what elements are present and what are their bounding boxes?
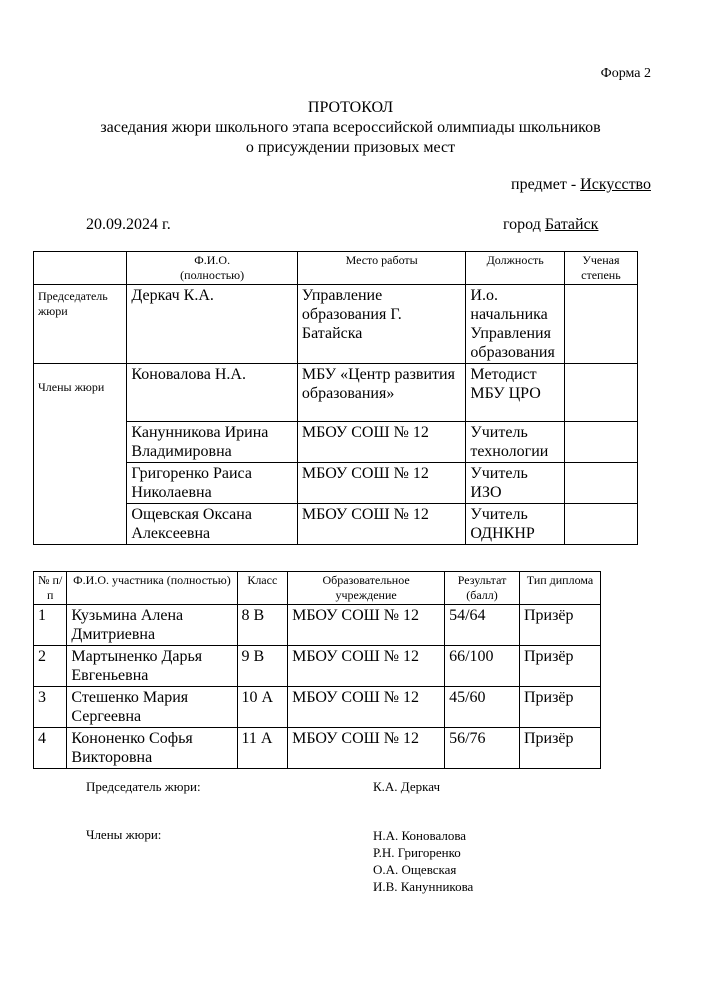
participant-class: 11 А <box>237 728 288 769</box>
jury-member-position: Методист МБУ ЦРО <box>466 364 564 422</box>
member-signature-name: Н.А. Коновалова <box>373 828 467 843</box>
participant-diploma: Призёр <box>519 646 600 687</box>
members-signature-list <box>373 827 473 895</box>
participant-num: 4 <box>34 728 67 769</box>
participant-row <box>34 646 601 687</box>
participant-result: 45/60 <box>445 687 520 728</box>
jury-member-name: Коновалова Н.А. <box>127 364 298 422</box>
participant-school: МБОУ СОШ № 12 <box>288 728 445 769</box>
participant-name: Стешенко Мария Сергеевна <box>67 687 237 728</box>
jury-member-workplace: МБУ «Центр развития образования» <box>297 364 466 422</box>
jury-member-workplace: МБОУ СОШ № 12 <box>297 422 466 463</box>
chair-signature-label: Председатель жюри: <box>86 779 201 794</box>
jury-member-row <box>34 364 638 422</box>
participants-header-result: Результат (балл) <box>445 572 520 605</box>
participant-result: 66/100 <box>445 646 520 687</box>
protocol-subtitle-2: о присуждении призовых мест <box>245 139 456 156</box>
participants-header-name: Ф.И.О. участника (полностью) <box>67 572 237 605</box>
protocol-title: ПРОТОКОЛ <box>307 99 394 116</box>
jury-chair-workplace: Управление образования Г. Батайска <box>297 285 466 364</box>
jury-chair-degree <box>564 285 637 364</box>
jury-chair-name: Деркач К.А. <box>127 285 298 364</box>
jury-members-role: Члены жюри <box>34 364 127 545</box>
members-signature-label: Члены жюри: <box>86 827 162 842</box>
jury-chair-role: Председатель жюри <box>34 285 127 364</box>
jury-header-degree: Ученая степень <box>564 252 637 285</box>
participant-class: 8 В <box>237 605 288 646</box>
protocol-subtitle: заседания жюри школьного этапа всероссийской олимпиады школьников <box>100 119 601 136</box>
participant-name: Кузьмина Алена Дмитриевна <box>67 605 237 646</box>
participant-school: МБОУ СОШ № 12 <box>288 687 445 728</box>
form-label: Форма 2 <box>600 66 651 81</box>
participant-diploma: Призёр <box>519 687 600 728</box>
jury-member-workplace: МБОУ СОШ № 12 <box>297 504 466 545</box>
city-prefix: город <box>503 216 545 233</box>
jury-table <box>33 251 638 545</box>
jury-header-workplace: Место работы <box>297 252 466 285</box>
subject-value: Искусство <box>580 176 651 193</box>
participant-school: МБОУ СОШ № 12 <box>288 646 445 687</box>
participants-header-school: Образовательное учреждение <box>288 572 445 605</box>
participant-diploma: Призёр <box>519 728 600 769</box>
jury-chair-row <box>34 285 638 364</box>
participants-header-row <box>34 572 601 605</box>
jury-header-role <box>34 252 127 285</box>
jury-header-name: Ф.И.О. (полностью) <box>127 252 298 285</box>
participants-header-class: Класс <box>237 572 288 605</box>
participant-result: 54/64 <box>445 605 520 646</box>
jury-member-name: Григоренко Раиса Николаевна <box>127 463 298 504</box>
participant-row <box>34 605 601 646</box>
jury-member-position: Учитель ОДНКНР <box>466 504 564 545</box>
participants-header-diploma: Тип диплома <box>519 572 600 605</box>
protocol-date: 20.09.2024 г. <box>86 216 171 233</box>
participants-header-num: № п/п <box>34 572 67 605</box>
subject-prefix: предмет - <box>511 176 581 193</box>
jury-member-workplace: МБОУ СОШ № 12 <box>297 463 466 504</box>
jury-member-position: Учитель ИЗО <box>466 463 564 504</box>
participant-row <box>34 687 601 728</box>
participant-num: 3 <box>34 687 67 728</box>
jury-member-degree <box>564 504 637 545</box>
member-signature-name: Р.Н. Григоренко <box>373 845 461 860</box>
city-value: Батайск <box>544 216 599 233</box>
participant-class: 9 В <box>237 646 288 687</box>
participant-class: 10 А <box>237 687 288 728</box>
participant-result: 56/76 <box>445 728 520 769</box>
participant-row <box>34 728 601 769</box>
member-signature-name: О.А. Ощевская <box>373 862 457 877</box>
jury-header-position: Должность <box>466 252 564 285</box>
jury-member-name: Канунникова Ирина Владимировна <box>127 422 298 463</box>
subject-line <box>511 176 651 194</box>
jury-member-position: Учитель технологии <box>466 422 564 463</box>
participant-school: МБОУ СОШ № 12 <box>288 605 445 646</box>
chair-signature-name: К.А. Деркач <box>373 779 441 794</box>
member-signature-name: И.В. Канунникова <box>373 879 474 894</box>
jury-chair-position: И.о. начальника Управления образования <box>466 285 564 364</box>
city-line <box>503 216 598 234</box>
participant-name: Кононенко Софья Викторовна <box>67 728 237 769</box>
participant-num: 1 <box>34 605 67 646</box>
jury-member-name: Ощевская Оксана Алексеевна <box>127 504 298 545</box>
jury-header-row <box>34 252 638 285</box>
participants-table <box>33 571 601 769</box>
jury-member-degree <box>564 364 637 422</box>
jury-member-degree <box>564 463 637 504</box>
participant-diploma: Призёр <box>519 605 600 646</box>
participant-name: Мартыненко Дарья Евгеньевна <box>67 646 237 687</box>
participant-num: 2 <box>34 646 67 687</box>
jury-member-degree <box>564 422 637 463</box>
